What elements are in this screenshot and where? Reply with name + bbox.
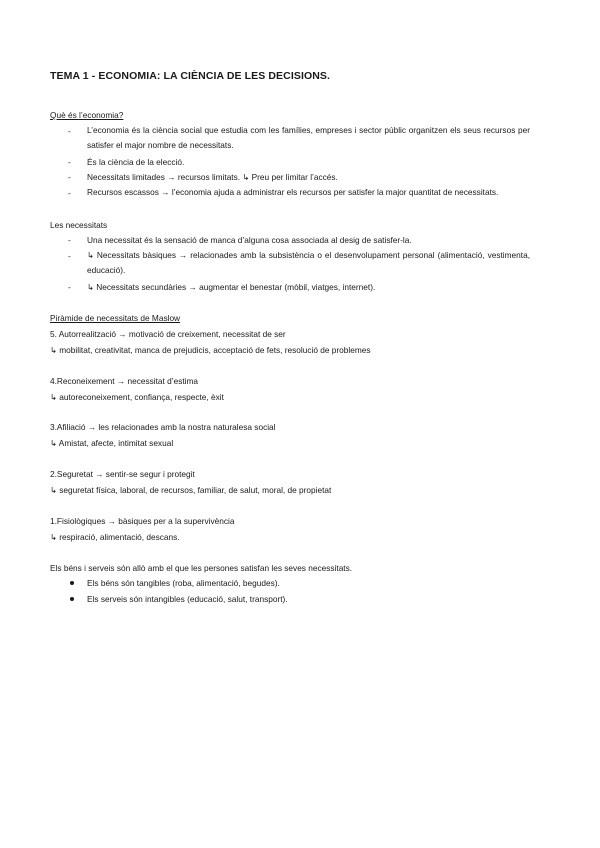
dash-marker: - [68,126,71,136]
bullet-dot [70,597,74,601]
maslow-level-main: 4.Reconeixement → necessitat d’estima [50,376,199,386]
dash-marker: - [68,282,71,292]
list-item: L’economia és la ciència social que estudia com les famílies, empreses i sector públic organitzen els seus recursos per satisfer el major nombre de necessitats. [87,125,530,150]
dash-marker: - [68,235,71,245]
dash-marker: - [68,157,71,167]
list-item: ↳ Necessitats bàsiques → relacionades amb la subsistència o el desenvolupament personal (alimentació, vestimenta, educació). [87,250,530,275]
dash-marker: - [68,188,71,198]
list-item: Els serveis són intangibles (educació, salut, transport). [87,594,288,604]
list-item: Recursos escassos → l’economia ajuda a administrar els recursos per satisfer la major quantitat de necessitats. [87,187,499,197]
maslow-level-main: 1.Fisiològiques → bàsiques per a la supervivència [50,516,235,526]
maslow-level-main: 5. Autorrealització → motivació de creixement, necessitat de ser [50,329,286,339]
maslow-level-sub: ↳ autoreconeixement, confiança, respecte, èxit [50,392,224,402]
section-heading-necessitats: Les necessitats [50,220,108,230]
bullet-dot [70,581,74,585]
list-item: ↳ Necessitats secundàries → augmentar el benestar (mòbil, viatges, internet). [87,282,376,292]
section-heading-maslow: Piràmide de necessitats de Maslow [50,313,181,323]
maslow-level-main: 2.Seguretat → sentir-se segur i protegit [50,469,195,479]
maslow-level-sub: ↳ respiració, alimentació, descans. [50,532,180,542]
maslow-level-main: 3.Afiliació → les relacionades amb la nostra naturalesa social [50,422,276,432]
maslow-level-sub: ↳ mobilitat, creativitat, manca de prejudicis, acceptació de fets, resolució de problemes [50,345,371,355]
maslow-level-sub: ↳ Amistat, afecte, intimitat sexual [50,438,174,448]
list-item: Els béns són tangibles (roba, alimentació, begudes). [87,578,280,588]
goods-intro: Els béns i serveis són allò amb el que les persones satisfan les seves necessitats. [50,563,353,573]
maslow-level-sub: ↳ seguretat física, laboral, de recursos, familiar, de salut, moral, de propietat [50,485,332,495]
dash-marker: - [68,172,71,182]
list-item: Necessitats limitades → recursos limitats. ↳ Preu per limitar l’accés. [87,172,338,182]
page-title: TEMA 1 - ECONOMIA: LA CIÈNCIA DE LES DECISIONS. [50,70,331,82]
list-item: Una necessitat és la sensació de manca d’alguna cosa associada al desig de satisfer-la. [87,235,412,245]
section-heading-economia: Què és l’economia? [50,110,124,120]
list-item: És la ciència de la elecció. [87,157,185,167]
dash-marker: - [68,251,71,261]
